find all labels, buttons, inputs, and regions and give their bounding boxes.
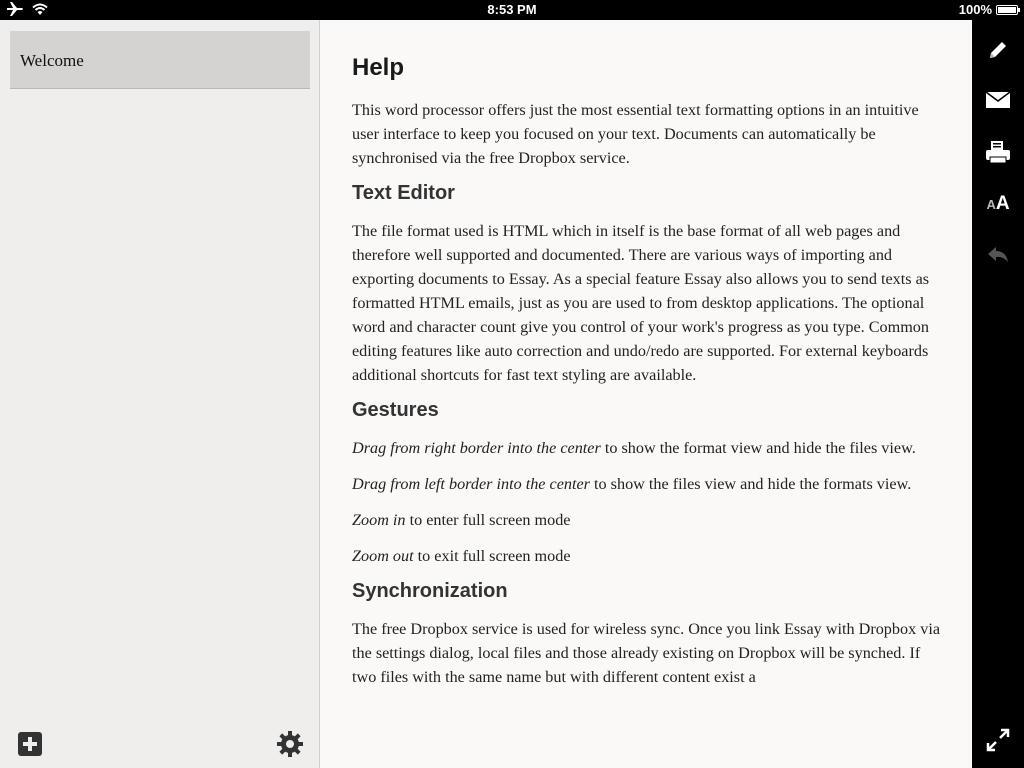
battery-icon [996, 5, 1018, 15]
status-time: 8:53 PM [487, 2, 537, 17]
gesture-item: Drag from right border into the center to show the format view and hide the files view. [352, 439, 916, 457]
files-sidebar [0, 20, 320, 768]
gesture-item: Drag from left border into the center to show the files view and hide the formats view. [352, 475, 912, 493]
gesture-item: Zoom in to enter full screen mode [352, 511, 571, 529]
mail-icon[interactable] [984, 86, 1012, 114]
heading-synchronization: Synchronization [352, 580, 508, 602]
heading-gestures: Gestures [352, 399, 439, 421]
undo-icon[interactable] [984, 242, 1012, 270]
doc-title: Help [352, 54, 405, 81]
battery-label: 100% [958, 2, 992, 17]
doc-intro: This word processor offers just the most essential text formatting options in an intuitive user interface to keep you focused on your text. Documents can automatically be synchronised via the free Dropbox service. [352, 101, 919, 167]
gear-icon[interactable] [276, 730, 304, 758]
fullscreen-icon[interactable] [984, 726, 1012, 754]
print-icon[interactable] [984, 138, 1012, 166]
heading-text-editor: Text Editor [352, 182, 455, 204]
file-item-welcome[interactable] [10, 31, 310, 89]
document-view[interactable] [320, 20, 972, 768]
file-item-label: Welcome [20, 51, 84, 70]
format-toolbar [972, 20, 1024, 768]
status-bar [0, 0, 1024, 20]
add-icon[interactable] [18, 732, 42, 756]
font-size-icon[interactable]: A A [986, 193, 1010, 214]
sync-body: The free Dropbox service is used for wireless sync. Once you link Essay with Dropbox via the settings dialog, local files and those already existing on Dropbox will be synched. If two files with the same name but with different content exist a [352, 620, 940, 686]
pencil-icon[interactable] [984, 36, 1012, 64]
text-editor-body: The file format used is HTML which in itself is the base format of all web pages and therefore well supported and documented. There are various ways of importing and exporting documents to Essay. As a special feature Essay also allows you to send texts as formatted HTML emails, just as you are used to from desktop applications. The optional word and character count give you control of your work's progress as you type. Common editing features like auto correction and undo/redo are supported. For external keyboards additional shortcuts for fast text styling are available. [352, 222, 930, 384]
gesture-item: Zoom out to exit full screen mode [352, 547, 571, 565]
sidebar-footer [0, 722, 320, 768]
